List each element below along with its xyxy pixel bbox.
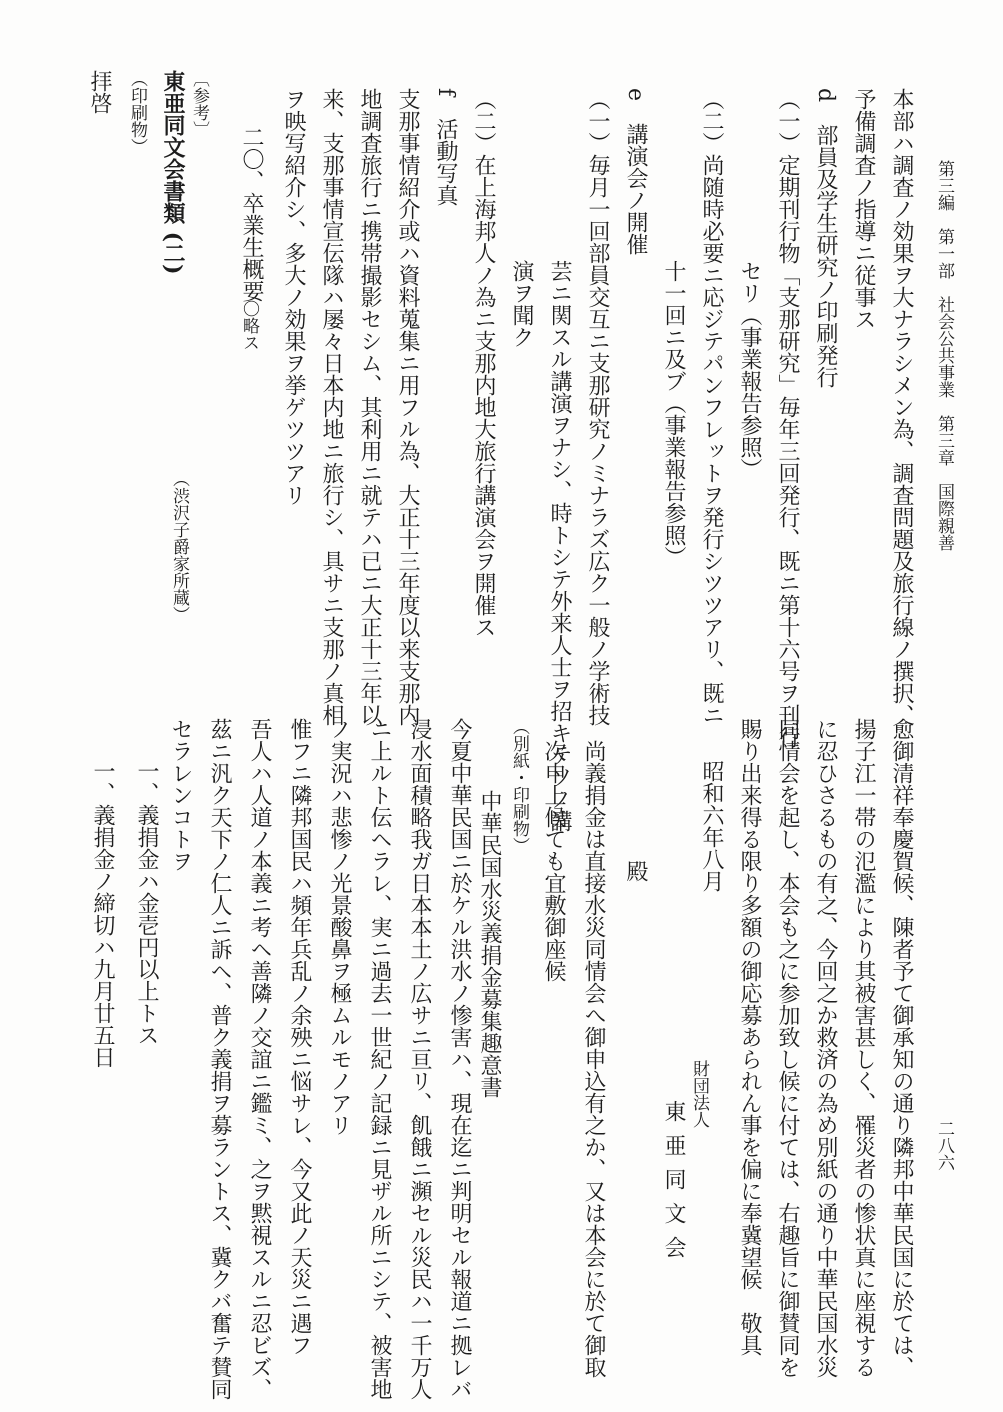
text-line: （一）定期刊行物「支那研究」毎年三回発行、既ニ第十六号ヲ刊行 xyxy=(775,88,800,748)
text-line: 芸ニ関スル講演ヲナシ、時トシテ外来人士ヲ招キテソノ講 xyxy=(547,260,572,832)
text-line: 同情会を起し、本会も之に参加致し候に付ては、右趣旨に御賛同を xyxy=(775,718,800,1378)
text-line: 愈御清祥奉慶賀候、陳者予て御承知の通り隣邦中華民国に於ては、 xyxy=(889,718,914,1378)
text-line: 茲ニ汎ク天下ノ仁人ニ訴ヘ、普ク義捐ヲ募ラントス、冀クバ奮テ賛同 xyxy=(207,718,232,1400)
section-heading: e 講演会ノ開催 xyxy=(623,88,648,256)
list-item-second: 一、義捐金ノ締切ハ九月廿五日 xyxy=(90,760,115,1068)
text-line: 十一回ニ及ブ（事業報告参照） xyxy=(661,260,686,568)
sender-name: 東亜同文会 xyxy=(661,1100,686,1270)
text-line: セラレンコトヲ xyxy=(168,718,193,872)
text-line: 吾人ハ人道ノ本義ニ考ヘ善隣ノ交誼ニ鑑ミ、之ヲ黙視スルニ忍ビズ、 xyxy=(247,718,272,1400)
section-heading: f 活動写真 xyxy=(433,88,458,207)
text-line: （一）毎月一回部員交互ニ支那研究ノミナラズ広ク一般ノ学術技 xyxy=(585,88,610,726)
text-line: ノ実況ハ悲惨ノ光景酸鼻ヲ極ムルモノアリ xyxy=(327,718,352,1136)
text-line: 予備調査ノ指導ニ従事ス xyxy=(851,88,876,330)
text-line: ニ上ルト伝ヘラレ、実ニ過去一世紀ノ記録ニ見ザル所ニシテ、被害地 xyxy=(367,718,392,1400)
text-line: に忍ひさるもの有之、今回之か救済の為め別紙の通り中華民国水災 xyxy=(813,718,838,1378)
text-line: 惟フニ隣邦国民ハ頻年兵乱ノ余殃ニ悩サレ、今又此ノ天災ニ遇フ xyxy=(287,718,312,1356)
text-line: 地調査旅行ニ携帯撮影セシム、其利用ニ就テハ已ニ大正十三年以 xyxy=(357,88,382,726)
page-number: 二八六 xyxy=(934,1120,954,1171)
addressee-honorific: 殿 xyxy=(623,860,648,882)
text-line: 支那事情紹介或ハ資料蒐集ニ用フル為、大正十三年度以来支那内 xyxy=(395,88,420,726)
text-line: 本部ハ調査ノ効果ヲ大ナラシメン為、調査問題及旅行線ノ撰択、 xyxy=(889,88,914,726)
text-line: （二）尚随時必要ニ応ジテパンフレットヲ発行シツツアリ、既ニ xyxy=(699,88,724,726)
list-item-first: 一、義捐金ハ金壱円以上トス xyxy=(134,760,159,1046)
reference-label: 〔参考〕 xyxy=(189,70,209,138)
running-head: 第三編 第一部 社会公共事業 第三章 国際親善 xyxy=(934,160,954,551)
text-line: 賜り出来得る限り多額の御応募あられん事を偏に奉冀望候 敬具 xyxy=(737,718,762,1356)
text-line: 今夏中華民国ニ於ケル洪水ノ惨害ハ、現在迄ニ判明セル報道ニ拠レバ xyxy=(447,718,472,1400)
text-line: （二）在上海邦人ノ為ニ支那内地大旅行講演会ヲ開催ス xyxy=(471,88,496,638)
prospectus-title: 中華民国水災義捐金募集趣意書 xyxy=(477,790,502,1098)
text-line: 浸水面積略我ガ日本本土ノ広サニ亘リ、飢餓ニ瀕セル災民ハ一千万人 xyxy=(407,718,432,1400)
section-heading: 二〇、卒業生概要 xyxy=(239,126,264,302)
text-line: 演ヲ聞ク xyxy=(509,260,534,348)
salutation: 拝啓 xyxy=(87,70,112,114)
text-line: セリ（事業報告参照） xyxy=(737,260,762,480)
text-line: 来、支那事情宣伝隊ハ屡々日本内地ニ旅行シ、具サニ支那ノ真相 xyxy=(319,88,344,726)
source-note: （渋沢子爵家所蔵） xyxy=(169,470,189,623)
attachment-label: （別紙・印刷物） xyxy=(509,718,529,854)
foundation-label: 財団法人 xyxy=(689,1060,709,1128)
text-line: 尚義捐金は直接水災同情会へ御申込有之か、又は本会に於て御取 xyxy=(581,740,606,1378)
text-line: ヲ映写紹介シ、多大ノ効果ヲ挙ゲツツアリ xyxy=(281,88,306,506)
annotation-omitted: 〇略ス xyxy=(239,300,259,351)
text-line: 揚子江一帯の氾濫により其被害甚しく、罹災者の惨状真に座視する xyxy=(851,718,876,1378)
printed-matter-label: （印刷物） xyxy=(127,70,147,155)
date: 昭和六年八月 xyxy=(699,760,724,892)
reference-title-visible: 東亜同文会書類 (二) xyxy=(160,70,186,275)
text-line: 次申上候ても宜敷御座候 xyxy=(541,740,566,982)
section-heading: d 部員及学生研究ノ印刷発行 xyxy=(813,88,838,389)
